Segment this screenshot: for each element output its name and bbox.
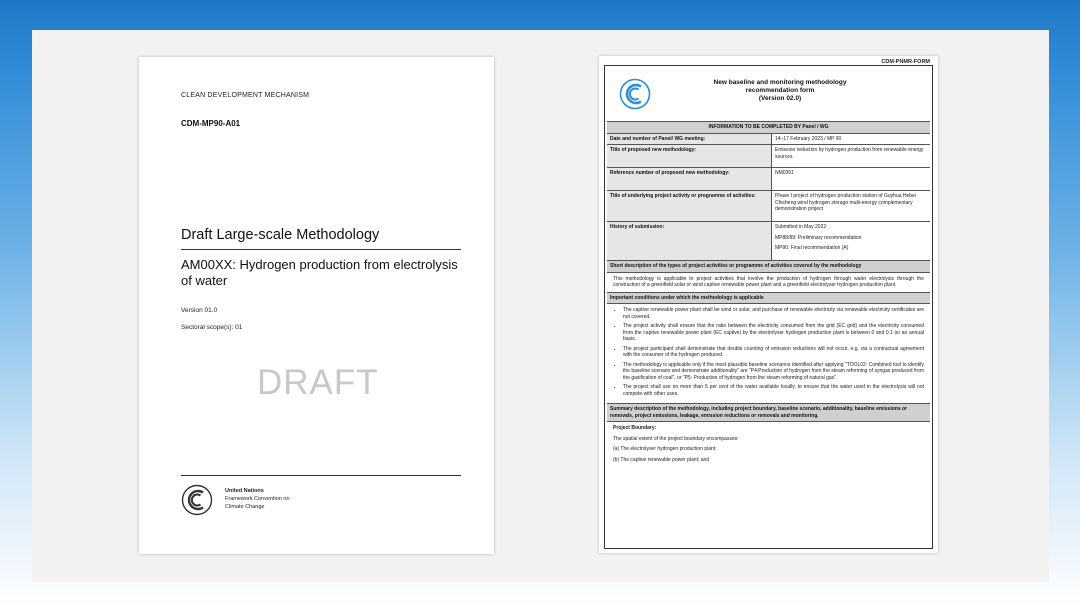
boundary-item: (a) The electrolyser hydrogen production plant; — [613, 446, 717, 452]
conditions-header: Important conditions under which the methodology is applicable — [607, 292, 930, 304]
org-line-1: United Nations — [225, 488, 264, 494]
history-item: Submitted in May 2022 — [775, 224, 827, 230]
table-row — [607, 221, 930, 260]
document-code: CDM-MP90-A01 — [181, 119, 241, 128]
form-table — [607, 121, 930, 466]
form-title — [665, 79, 895, 103]
boundary-label: Project Boundary: — [613, 425, 657, 431]
title-divider — [181, 249, 461, 250]
row-value: 14–17 February 2023 / MP 90 — [775, 135, 842, 142]
unfccc-name — [225, 487, 290, 511]
draft-methodology-cover-page — [139, 57, 494, 554]
form-title-line-3: (Version 02.0) — [758, 95, 802, 102]
org-line-3: Climate Change — [225, 504, 265, 510]
document-subtitle: AM00XX: Hydrogen production from electrolysis of water — [181, 257, 458, 288]
summary-body — [607, 421, 930, 466]
version-label: Version 01.0 — [181, 307, 218, 314]
summary-header: Summary description of the methodology, including project boundary, baseline scenario, additionality, baseline emissions or removals, project emissions, leakage, emission reductions or removals and monitoring. — [607, 403, 930, 421]
row-value: NM0361 — [775, 170, 794, 176]
table-row — [607, 167, 930, 190]
recommendation-form-page — [599, 56, 938, 553]
list-item: • The project activity shall ensure that the ratio between the electricity consumed from the grid (EC grid) and the electricity consumed from the captive renewable power plant (EC captive) by the electrolyser hydrogen production plant is between 0 and 0.1 on an annual basis. — [623, 323, 924, 343]
row-label: Reference number of proposed new methodology: — [607, 168, 772, 190]
form-id: CDM-PNMR-FORM — [881, 59, 930, 65]
unfccc-logo-icon — [619, 78, 651, 110]
org-line-2: Framework Convention on — [225, 496, 290, 502]
unfccc-logo-icon — [181, 484, 213, 516]
row-value — [772, 222, 930, 260]
row-label: Title of proposed new methodology: — [607, 145, 772, 167]
row-value: Phase I project of hydrogen production station of Guyhua Hebei Chicheng wind hydrogen storage multi-energy complementary demonstration project — [775, 193, 916, 212]
footer-divider — [181, 475, 461, 476]
form-title-line-2: recommendation form — [745, 87, 815, 94]
boundary-intro: The spatial extent of the project boundary encompasses: — [613, 435, 739, 442]
draft-watermark: DRAFT — [257, 363, 379, 402]
row-label: History of submission: — [607, 222, 772, 260]
table-row — [607, 133, 930, 145]
list-item: • The project shall use no more than 5 per cent of the water available locally, to ensure that the water used in the electrolysis will not compete with other uses. — [623, 384, 924, 397]
list-item: • The captive renewable power plant shall be wind or solar, and purchase of renewable electricity via renewable electricity certificates are not covered. — [623, 307, 924, 320]
form-title-line-1: New baseline and monitoring methodology — [713, 79, 847, 86]
table-row — [607, 144, 930, 167]
row-label: Title of underlying project activity or programme of activities: — [607, 191, 772, 221]
table-row — [607, 190, 930, 221]
mechanism-label: CLEAN DEVELOPMENT MECHANISM — [181, 92, 310, 99]
sectoral-scope-label: Sectoral scope(s): 01 — [181, 324, 243, 331]
form-frame — [604, 65, 933, 549]
short-description-body: This methodology is applicable to project activities that involve the production of hydrogen through water electrolysis through the construction of a greenfield solar or wind captive renewable power plant and a greenfield electrolyser hydrogen production plant. — [607, 272, 930, 292]
conditions-body — [607, 303, 930, 403]
history-item: MP88/89: Preliminary recommendation — [775, 234, 862, 241]
document-title: Draft Large-scale Methodology — [181, 227, 380, 243]
short-description-header: Short description of the types of project activities or programme of activities covered by the methodology — [607, 260, 930, 272]
list-item: • The methodology is applicable only if the most plausible baseline scenarios identified after applying "TOOL02: Combined tool to identify the baseline scenario and demonstrate additionality" are "P4:Production of hydrogen from the steam reforming of syngas produced from the gasification of coal", or "P5: Production of hydrogen from the steam reforming of natural gas". — [623, 362, 924, 382]
section-header: INFORMATION TO BE COMPLETED BY Panel / WG — [607, 121, 930, 133]
list-item: • The project participant shall demonstrate that double counting of emission reductions will not occur, e.g. via a contractual agreement with the consumer of the hydrogen produced. — [623, 346, 924, 359]
history-item: MP90: Final recommendation (A) — [775, 245, 849, 251]
boundary-item: (b) The captive renewable power plant; and — [613, 456, 710, 463]
row-label: Date and number of Panel/ WG meeting: — [607, 134, 772, 145]
row-value: Emission reduction by hydrogen production from renewable energy sources — [775, 147, 924, 160]
